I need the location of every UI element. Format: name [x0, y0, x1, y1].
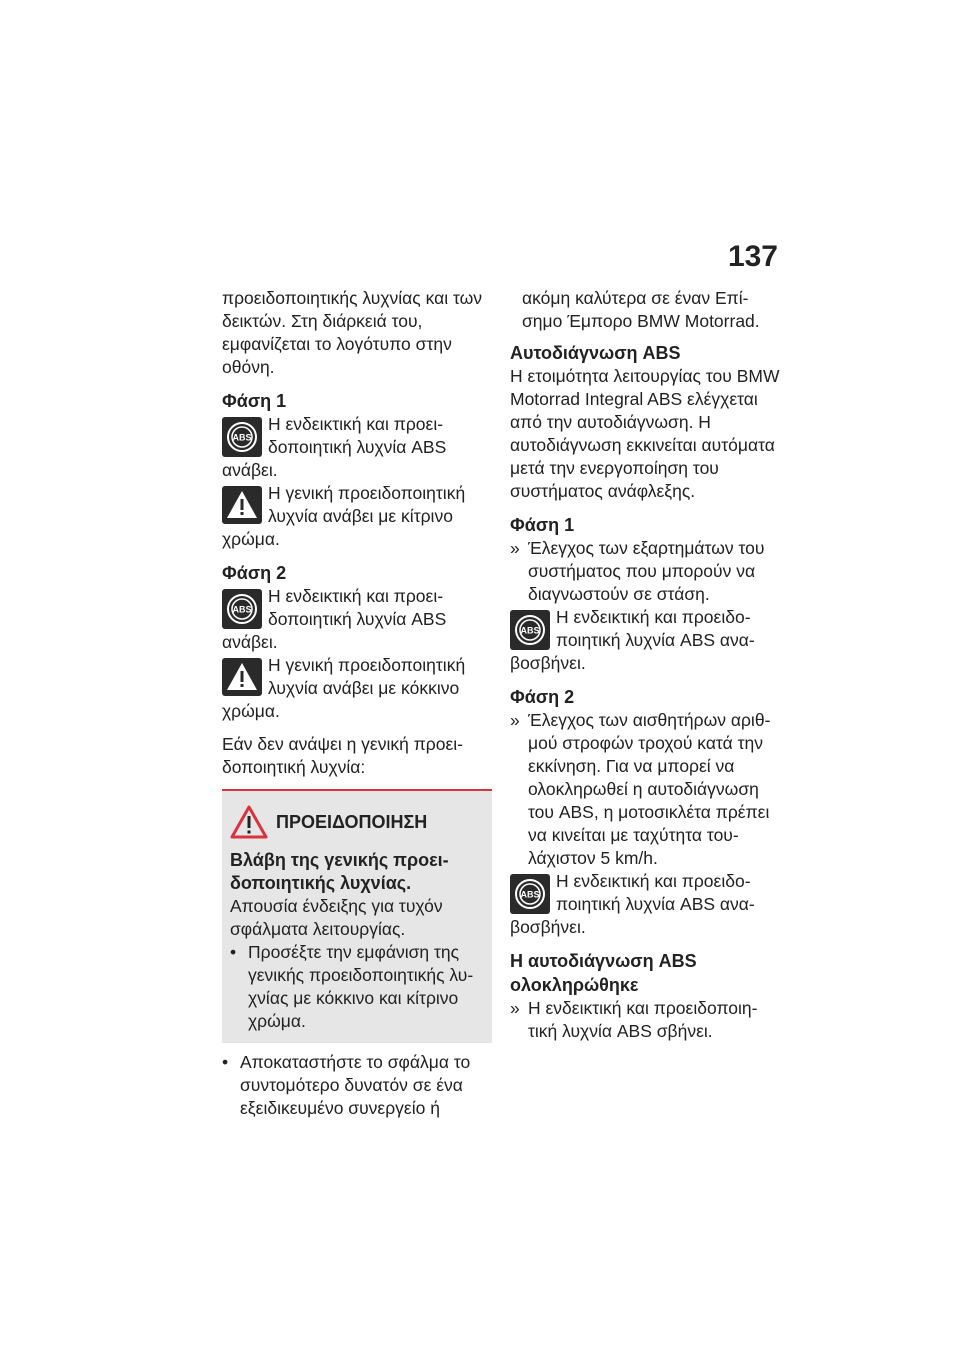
step-mark: »: [510, 998, 520, 1018]
intro-paragraph: προειδοποιητικής λυχνίας και των δεικτών. Στη διάρκειά του, εμφανίζεται το λογότυπο στην οθόνη.: [222, 288, 483, 377]
phase-2-abs-note: ABS Η ενδεικτική και προειδοποιητική λυχνία ABS ανάβει.: [222, 586, 447, 652]
right-column: [510, 287, 780, 1043]
warning-text: Απουσία ένδειξης για τυχόν σφάλματα λειτουργίας.: [230, 896, 443, 939]
right-phase-1-step: » Έλεγχος των εξαρτημάτων του συστήματος που μπορούν να διαγνωστούν σε στάση.: [510, 538, 765, 604]
abs-self-diagnosis-heading: Αυτοδιάγνωση ABS: [510, 343, 681, 363]
abs-warning-icon: [222, 589, 262, 629]
if-not-lit-paragraph: Εάν δεν ανάψει η γενική προειδοποιητική λυχνία:: [222, 734, 463, 777]
right-phase-1-heading: Φάση 1: [510, 515, 575, 535]
right-phase-1-abs-note: ABS Η ενδεικτική και προειδοποιητική λυχνία ABS αναβοσβήνει.: [510, 607, 755, 673]
warning-triangle-icon: [230, 805, 268, 839]
abs-warning-icon: [222, 417, 262, 457]
page-number: 137: [727, 240, 778, 273]
bullet-mark: •: [230, 942, 237, 962]
abs-warning-icon: [510, 610, 550, 650]
svg-text:ABS: ABS: [232, 604, 252, 615]
phase-2-heading: Φάση 2: [222, 563, 287, 583]
svg-text:ABS: ABS: [520, 889, 540, 900]
continuation-text: ακόμη καλύτερα σε έναν Επίσημο Έμπορο BMW Motorrad.: [522, 288, 760, 331]
warning-header-label: ΠΡΟΕΙΔΟΠΟΙΗΣΗ: [276, 811, 428, 832]
diagnosis-complete-step: » Η ενδεικτική και προειδοποιητική λυχνία ABS σβήνει.: [510, 998, 758, 1041]
step-mark: »: [510, 538, 520, 558]
phase-1-general-note: Η γενική προειδοποιητική λυχνία ανάβει με κίτρινο χρώμα.: [222, 483, 466, 549]
abs-self-diagnosis-text: Η ετοιμότητα λειτουργίας του BMW Motorrad Integral ABS ελέγχεται από την αυτοδιάγνωση. Η αυτοδιάγνωση εκκινείται αυτόματα μετά την ενεργοποίηση του συστήματος ανάφλεξης.: [510, 366, 780, 501]
right-phase-2-abs-note: ABS Η ενδεικτική και προειδοποιητική λυχνία ABS αναβοσβήνει.: [510, 871, 755, 937]
abs-warning-icon: [510, 874, 550, 914]
svg-text:ABS: ABS: [520, 625, 540, 636]
left-column: [222, 287, 492, 1120]
warning-header: [230, 805, 484, 839]
general-warning-triangle-icon: [222, 658, 262, 696]
svg-text:ABS: ABS: [232, 432, 252, 443]
repair-bullet: • Αποκαταστήστε το σφάλμα το συντομότερο δυνατόν σε ένα εξειδικευμένο συνεργείο ή: [222, 1052, 471, 1118]
right-phase-2-step: » Έλεγχος των αισθητήρων αριθμού στροφών τροχού κατά την εκκίνηση. Για να μπορεί να ολοκληρωθεί η αυτοδιάγνωση του ABS, η μοτοσικλέτα πρέπει να κινείται με ταχύτητα τουλάχιστον 5 km/h.: [510, 710, 771, 868]
warning-box: [222, 789, 492, 1043]
phase-2-general-note: Η γενική προειδοποιητική λυχνία ανάβει με κόκκινο χρώμα.: [222, 655, 466, 721]
diagnosis-complete-heading: Η αυτοδιάγνωση ABS ολοκληρώθηκε: [510, 951, 697, 995]
general-warning-triangle-icon: [222, 486, 262, 524]
warning-bullet: • Προσέξτε την εμφάνιση της γενικής προειδοποιητικής λυχνίας με κόκκινο και κίτρινο χρώμα.: [230, 942, 474, 1031]
phase-1-heading: Φάση 1: [222, 391, 287, 411]
step-mark: »: [510, 710, 520, 730]
phase-1-abs-note: ABS Η ενδεικτική και προειδοποιητική λυχνία ABS ανάβει.: [222, 414, 447, 480]
right-phase-2-heading: Φάση 2: [510, 687, 575, 707]
warning-title: Βλάβη της γενικής προειδοποιητικής λυχνίας.: [230, 850, 449, 893]
bullet-mark: •: [222, 1052, 229, 1072]
